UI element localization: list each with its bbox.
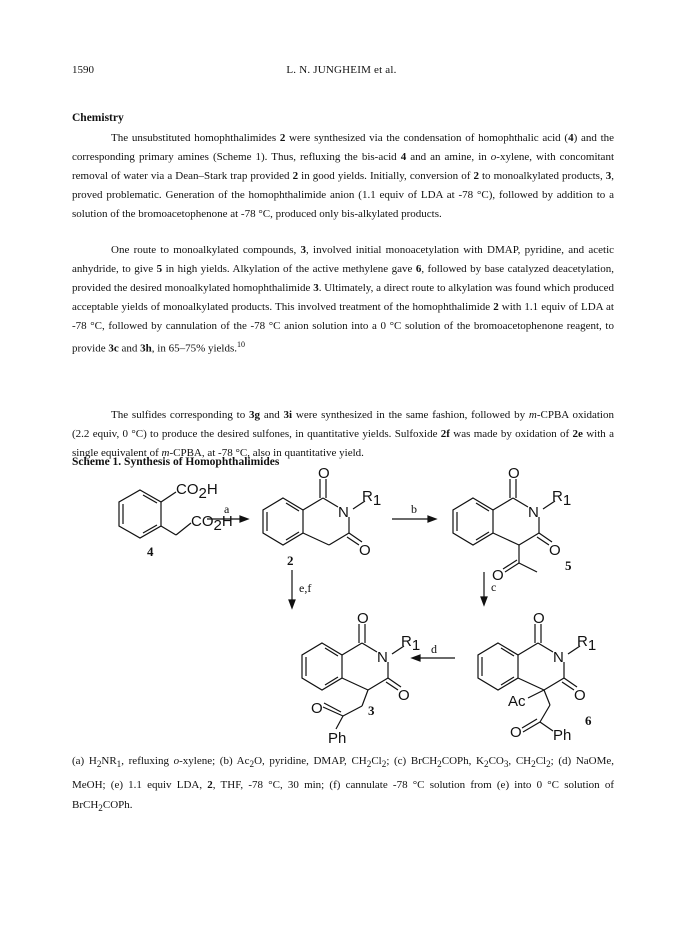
compound-2-structure: [263, 479, 365, 545]
step-label-ef: e,f: [299, 581, 312, 595]
svg-text:O: O: [311, 700, 323, 717]
step-label-a: a: [224, 502, 230, 516]
svg-text:O: O: [318, 465, 330, 482]
compound-label-2: 2: [287, 553, 294, 568]
step-label-b: b: [411, 502, 417, 516]
r1-label: R1: [577, 633, 597, 654]
svg-text:N: N: [338, 504, 349, 521]
compound-6-structure: [478, 624, 580, 732]
arrow-c: [481, 572, 487, 605]
svg-text:O: O: [398, 687, 410, 704]
svg-text:Ph: Ph: [553, 727, 572, 744]
svg-text:O: O: [492, 567, 504, 584]
arrow-ef: [289, 570, 295, 608]
svg-text:O: O: [549, 542, 561, 559]
compound-5-structure: [453, 479, 555, 572]
co2h-lower: CO2H: [191, 513, 233, 534]
svg-text:O: O: [359, 542, 371, 559]
compound-label-3: 3: [368, 703, 375, 718]
svg-text:O: O: [574, 687, 586, 704]
paragraph-2: One route to monoalkylated compounds, 3, involved initial monoacetylation with DMAP, pyridine, and acetic anhydride, to give 5 in high yields. Alkylation of the active methylene gave 6, followed by base catalyzed deacetylation, provided the desired monoalkylated homophthalimide 3. Ultimately, a direct route to alkylation was found which produced acceptable yields of monoalkylated products. This involved treatment of the homophthalimide 2 with 1.1 equiv of LDA at -78 °C, followed by cannulation of the -78 °C anion solution into a 0 °C solution of the bromoacetophenone reagent, to provide 3c and 3h, in 65–75% yields.$^{10}$: [72, 244, 615, 355]
page-number: 1590: [72, 64, 94, 76]
running-header-authors: L. N. JUNGHEIM et al.: [286, 64, 397, 76]
r1-label: R1: [362, 488, 382, 509]
reaction-scheme: [100, 465, 600, 747]
step-label-c: c: [491, 580, 497, 594]
arrow-b: [392, 516, 436, 522]
scheme-title: Scheme 1. Synthesis of Homophthalimides: [72, 456, 280, 468]
paragraph-1: The unsubstituted homophthalimides 2 were synthesized via the condensation of homophthalic acid (4) and the corresponding primary amines (Scheme 1). Thus, refluxing the bis-acid 4 and an amine, in o-xylene, with concomitant removal of water via a Dean–Stark trap provided 2 in good yields. Initially, conversion of 2 to monoalkylated products, 3, proved problematic. Generation of the homophthalimide anion (1.1 equiv of LDA at -78 °C), followed by addition to a solution of the bromoacetophenone at -78 °C, produced only bis-alkylated products.: [72, 132, 615, 220]
svg-text:N: N: [528, 504, 539, 521]
svg-text:Ac: Ac: [508, 693, 526, 710]
compound-label-6: 6: [585, 713, 592, 728]
step-label-d: d: [431, 642, 437, 656]
svg-text:O: O: [357, 610, 369, 627]
svg-text:O: O: [510, 724, 522, 741]
compound-label-5: 5: [565, 558, 572, 573]
r1-label: R1: [401, 633, 421, 654]
scheme-footnote: (a) $H_2NR_1$, refluxing o-xylene; (b) $Ac_2O$, pyridine, DMAP, $CH_2Cl_2$; (c) BrCH$_2$COPh, $K_2CO_3$, $CH_2Cl_2$; (d) NaOMe, MeOH; (e) 1.1 equiv LDA, 2, THF, -78 °C, 30 min; (f) cannulate -78 °C solution from (e) into 0 °C solution of BrCH$_2$COPh.: [72, 755, 615, 814]
reference-superscript: 10: [237, 339, 246, 349]
paragraph-3: The sulfides corresponding to 3g and 3i were synthesized in the same fashion, followed by m-CPBA oxidation (2.2 equiv, 0 °C) to produce the desired sulfones, in quantitative yields. Sulfoxide 2f was made by oxidation of 2e with a single equivalent of m-CPBA, at -78 °C, also in quantitative yield.: [72, 409, 614, 459]
compound-label-4: 4: [147, 544, 154, 559]
svg-text:O: O: [533, 610, 545, 627]
svg-text:N: N: [377, 649, 388, 666]
svg-text:Ph: Ph: [328, 730, 347, 747]
svg-text:O: O: [508, 465, 520, 482]
svg-text:N: N: [553, 649, 564, 666]
r1-label: R1: [552, 488, 572, 509]
section-title: Chemistry: [72, 112, 124, 124]
co2h-upper: CO2H: [176, 481, 218, 502]
